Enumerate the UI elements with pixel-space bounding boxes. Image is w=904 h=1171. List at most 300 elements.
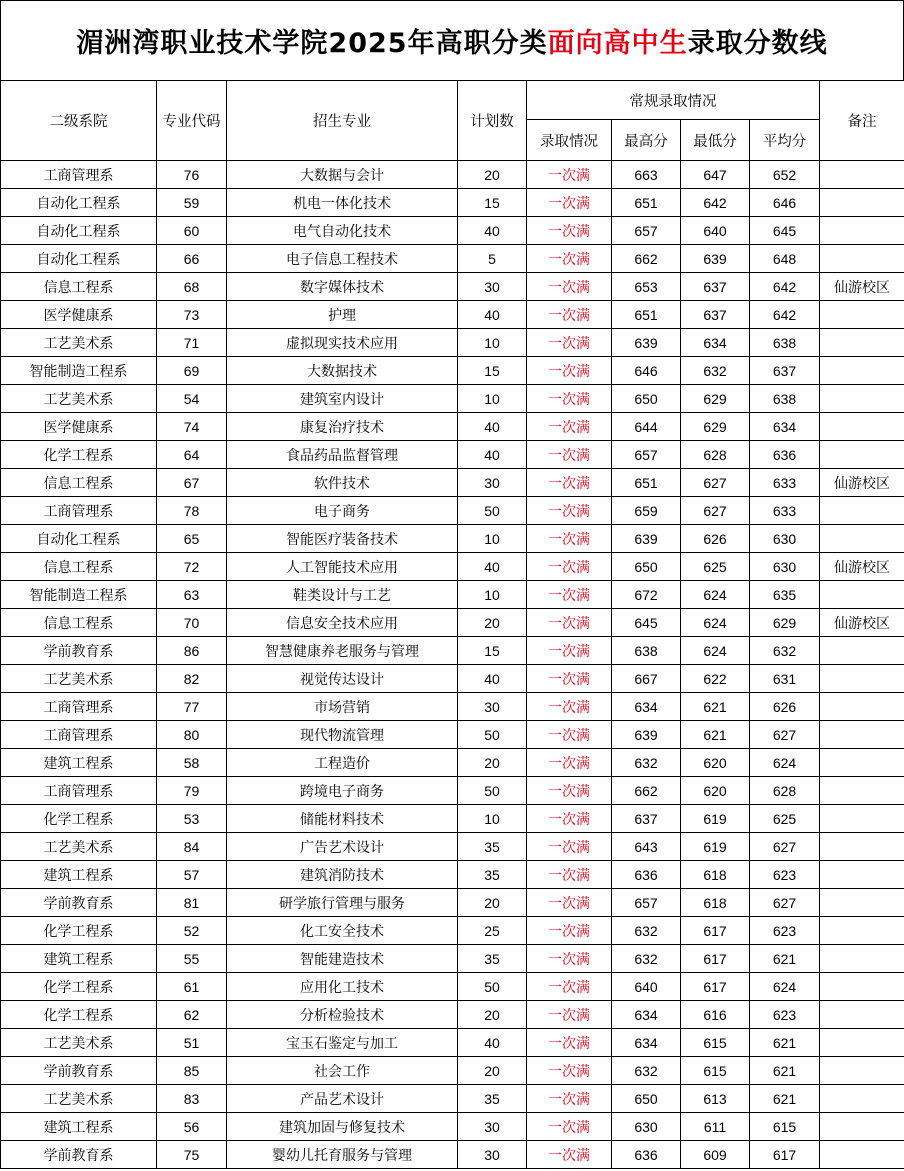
cell-department: 学前教育系 xyxy=(1,1141,157,1169)
cell-major: 视觉传达设计 xyxy=(227,665,458,693)
cell-major: 跨境电子商务 xyxy=(227,777,458,805)
cell-major: 数字媒体技术 xyxy=(227,273,458,301)
cell-note: 仙游校区 xyxy=(820,609,904,637)
cell-min: 624 xyxy=(681,637,750,665)
cell-note: 仙游校区 xyxy=(820,273,904,301)
cell-avg: 625 xyxy=(750,805,820,833)
cell-status: 一次满 xyxy=(527,441,612,469)
cell-code: 59 xyxy=(157,189,227,217)
cell-max: 630 xyxy=(612,1113,681,1141)
cell-max: 650 xyxy=(612,553,681,581)
cell-note xyxy=(820,749,904,777)
cell-max: 632 xyxy=(612,1057,681,1085)
table-row xyxy=(1,441,904,469)
cell-status: 一次满 xyxy=(527,217,612,245)
cell-department: 工艺美术系 xyxy=(1,385,157,413)
cell-plan: 25 xyxy=(458,917,527,945)
cell-min: 629 xyxy=(681,385,750,413)
cell-plan: 35 xyxy=(458,861,527,889)
cell-max: 632 xyxy=(612,945,681,973)
cell-major: 储能材料技术 xyxy=(227,805,458,833)
cell-min: 615 xyxy=(681,1057,750,1085)
cell-code: 65 xyxy=(157,525,227,553)
cell-code: 84 xyxy=(157,833,227,861)
cell-avg: 633 xyxy=(750,497,820,525)
cell-plan: 15 xyxy=(458,189,527,217)
cell-status: 一次满 xyxy=(527,161,612,189)
cell-min: 621 xyxy=(681,693,750,721)
cell-status: 一次满 xyxy=(527,833,612,861)
cell-department: 医学健康系 xyxy=(1,301,157,329)
cell-note xyxy=(820,665,904,693)
cell-max: 640 xyxy=(612,973,681,1001)
cell-max: 636 xyxy=(612,861,681,889)
cell-code: 61 xyxy=(157,973,227,1001)
cell-status: 一次满 xyxy=(527,385,612,413)
cell-avg: 635 xyxy=(750,581,820,609)
cell-department: 信息工程系 xyxy=(1,609,157,637)
cell-major: 建筑消防技术 xyxy=(227,861,458,889)
cell-major: 机电一体化技术 xyxy=(227,189,458,217)
cell-max: 667 xyxy=(612,665,681,693)
cell-status: 一次满 xyxy=(527,581,612,609)
cell-plan: 35 xyxy=(458,833,527,861)
cell-plan: 20 xyxy=(458,889,527,917)
table-row xyxy=(1,497,904,525)
cell-max: 634 xyxy=(612,693,681,721)
cell-note xyxy=(820,833,904,861)
cell-avg: 636 xyxy=(750,441,820,469)
cell-code: 66 xyxy=(157,245,227,273)
cell-major: 智慧健康养老服务与管理 xyxy=(227,637,458,665)
cell-major: 电子商务 xyxy=(227,497,458,525)
cell-code: 73 xyxy=(157,301,227,329)
cell-plan: 10 xyxy=(458,329,527,357)
cell-code: 81 xyxy=(157,889,227,917)
cell-note xyxy=(820,917,904,945)
cell-note xyxy=(820,329,904,357)
cell-department: 工艺美术系 xyxy=(1,1085,157,1113)
cell-department: 建筑工程系 xyxy=(1,861,157,889)
cell-code: 57 xyxy=(157,861,227,889)
cell-code: 51 xyxy=(157,1029,227,1057)
table-row xyxy=(1,889,904,917)
page-title xyxy=(0,0,904,80)
cell-department: 工商管理系 xyxy=(1,497,157,525)
cell-note: 仙游校区 xyxy=(820,469,904,497)
header-major: 招生专业 xyxy=(227,81,458,161)
cell-avg: 645 xyxy=(750,217,820,245)
cell-plan: 35 xyxy=(458,945,527,973)
cell-note: 仙游校区 xyxy=(820,553,904,581)
cell-avg: 621 xyxy=(750,945,820,973)
cell-plan: 30 xyxy=(458,469,527,497)
cell-min: 627 xyxy=(681,497,750,525)
cell-status: 一次满 xyxy=(527,861,612,889)
cell-avg: 629 xyxy=(750,609,820,637)
cell-code: 67 xyxy=(157,469,227,497)
title-suffix: 录取分数线 xyxy=(687,28,828,59)
cell-plan: 15 xyxy=(458,357,527,385)
cell-min: 619 xyxy=(681,805,750,833)
cell-avg: 621 xyxy=(750,1057,820,1085)
cell-code: 62 xyxy=(157,1001,227,1029)
cell-avg: 642 xyxy=(750,273,820,301)
cell-avg: 646 xyxy=(750,189,820,217)
title-prefix: 湄洲湾职业技术学院2025年高职分类 xyxy=(76,28,548,59)
cell-max: 643 xyxy=(612,833,681,861)
cell-code: 63 xyxy=(157,581,227,609)
cell-plan: 50 xyxy=(458,497,527,525)
cell-department: 建筑工程系 xyxy=(1,945,157,973)
table-row xyxy=(1,217,904,245)
cell-department: 学前教育系 xyxy=(1,889,157,917)
table-row xyxy=(1,581,904,609)
title-highlight: 面向高中生 xyxy=(547,28,688,59)
cell-code: 76 xyxy=(157,161,227,189)
cell-status: 一次满 xyxy=(527,945,612,973)
cell-department: 自动化工程系 xyxy=(1,245,157,273)
cell-max: 634 xyxy=(612,1001,681,1029)
cell-note xyxy=(820,693,904,721)
cell-note xyxy=(820,861,904,889)
cell-note xyxy=(820,1001,904,1029)
cell-min: 620 xyxy=(681,749,750,777)
cell-note xyxy=(820,441,904,469)
cell-department: 医学健康系 xyxy=(1,413,157,441)
cell-plan: 40 xyxy=(458,301,527,329)
cell-min: 647 xyxy=(681,161,750,189)
cell-status: 一次满 xyxy=(527,777,612,805)
cell-department: 学前教育系 xyxy=(1,637,157,665)
cell-plan: 30 xyxy=(458,1113,527,1141)
cell-department: 智能制造工程系 xyxy=(1,357,157,385)
table-row xyxy=(1,805,904,833)
cell-plan: 50 xyxy=(458,721,527,749)
table-row xyxy=(1,861,904,889)
cell-department: 工艺美术系 xyxy=(1,1029,157,1057)
cell-code: 70 xyxy=(157,609,227,637)
cell-max: 657 xyxy=(612,889,681,917)
cell-note xyxy=(820,217,904,245)
cell-avg: 652 xyxy=(750,161,820,189)
cell-major: 现代物流管理 xyxy=(227,721,458,749)
cell-department: 建筑工程系 xyxy=(1,1113,157,1141)
cell-plan: 20 xyxy=(458,749,527,777)
cell-plan: 40 xyxy=(458,217,527,245)
cell-min: 629 xyxy=(681,413,750,441)
cell-note xyxy=(820,1057,904,1085)
cell-max: 659 xyxy=(612,497,681,525)
cell-min: 627 xyxy=(681,469,750,497)
cell-min: 640 xyxy=(681,217,750,245)
cell-note xyxy=(820,1029,904,1057)
cell-code: 78 xyxy=(157,497,227,525)
cell-min: 613 xyxy=(681,1085,750,1113)
cell-major: 大数据技术 xyxy=(227,357,458,385)
cell-department: 自动化工程系 xyxy=(1,525,157,553)
cell-avg: 623 xyxy=(750,1001,820,1029)
cell-max: 651 xyxy=(612,469,681,497)
table-row xyxy=(1,721,904,749)
cell-plan: 35 xyxy=(458,1085,527,1113)
cell-major: 电气自动化技术 xyxy=(227,217,458,245)
cell-avg: 630 xyxy=(750,553,820,581)
cell-code: 55 xyxy=(157,945,227,973)
table-row xyxy=(1,413,904,441)
cell-note xyxy=(820,721,904,749)
cell-plan: 10 xyxy=(458,385,527,413)
cell-department: 工艺美术系 xyxy=(1,329,157,357)
cell-department: 工艺美术系 xyxy=(1,665,157,693)
cell-avg: 623 xyxy=(750,861,820,889)
cell-avg: 624 xyxy=(750,973,820,1001)
cell-code: 74 xyxy=(157,413,227,441)
cell-max: 657 xyxy=(612,217,681,245)
cell-avg: 627 xyxy=(750,721,820,749)
cell-min: 624 xyxy=(681,581,750,609)
header-group: 常规录取情况 xyxy=(527,81,820,120)
cell-note xyxy=(820,189,904,217)
cell-note xyxy=(820,301,904,329)
cell-plan: 40 xyxy=(458,553,527,581)
cell-avg: 621 xyxy=(750,1029,820,1057)
table-row xyxy=(1,693,904,721)
cell-max: 657 xyxy=(612,441,681,469)
cell-note xyxy=(820,889,904,917)
cell-major: 化工安全技术 xyxy=(227,917,458,945)
cell-min: 642 xyxy=(681,189,750,217)
table-row xyxy=(1,945,904,973)
cell-status: 一次满 xyxy=(527,1141,612,1169)
cell-department: 工商管理系 xyxy=(1,777,157,805)
table-row xyxy=(1,973,904,1001)
cell-status: 一次满 xyxy=(527,413,612,441)
cell-max: 638 xyxy=(612,637,681,665)
table-row xyxy=(1,385,904,413)
table-row xyxy=(1,833,904,861)
cell-avg: 637 xyxy=(750,357,820,385)
cell-note xyxy=(820,945,904,973)
table-row xyxy=(1,1029,904,1057)
cell-status: 一次满 xyxy=(527,917,612,945)
cell-min: 616 xyxy=(681,1001,750,1029)
cell-note xyxy=(820,1141,904,1169)
cell-major: 虚拟现实技术应用 xyxy=(227,329,458,357)
table-row xyxy=(1,189,904,217)
cell-status: 一次满 xyxy=(527,1057,612,1085)
cell-note xyxy=(820,413,904,441)
cell-status: 一次满 xyxy=(527,805,612,833)
header-department: 二级系院 xyxy=(1,81,157,161)
cell-avg: 627 xyxy=(750,833,820,861)
cell-major: 广告艺术设计 xyxy=(227,833,458,861)
cell-code: 85 xyxy=(157,1057,227,1085)
cell-plan: 40 xyxy=(458,665,527,693)
cell-max: 634 xyxy=(612,1029,681,1057)
cell-code: 72 xyxy=(157,553,227,581)
cell-note xyxy=(820,1085,904,1113)
table-row xyxy=(1,609,904,637)
cell-min: 624 xyxy=(681,609,750,637)
cell-major: 婴幼儿托育服务与管理 xyxy=(227,1141,458,1169)
cell-department: 自动化工程系 xyxy=(1,217,157,245)
cell-min: 617 xyxy=(681,973,750,1001)
cell-avg: 638 xyxy=(750,385,820,413)
cell-max: 650 xyxy=(612,385,681,413)
cell-avg: 628 xyxy=(750,777,820,805)
table-row xyxy=(1,637,904,665)
cell-department: 工艺美术系 xyxy=(1,833,157,861)
cell-avg: 626 xyxy=(750,693,820,721)
cell-note xyxy=(820,637,904,665)
cell-max: 645 xyxy=(612,609,681,637)
cell-department: 学前教育系 xyxy=(1,1057,157,1085)
cell-plan: 40 xyxy=(458,413,527,441)
cell-plan: 10 xyxy=(458,525,527,553)
cell-plan: 5 xyxy=(458,245,527,273)
cell-min: 619 xyxy=(681,833,750,861)
cell-note xyxy=(820,357,904,385)
cell-plan: 40 xyxy=(458,1029,527,1057)
cell-code: 56 xyxy=(157,1113,227,1141)
cell-avg: 623 xyxy=(750,917,820,945)
cell-min: 620 xyxy=(681,777,750,805)
cell-status: 一次满 xyxy=(527,497,612,525)
cell-department: 自动化工程系 xyxy=(1,189,157,217)
table-row xyxy=(1,749,904,777)
cell-department: 化学工程系 xyxy=(1,1001,157,1029)
cell-plan: 30 xyxy=(458,273,527,301)
table-row xyxy=(1,1057,904,1085)
header-max: 最高分 xyxy=(612,120,681,161)
cell-min: 626 xyxy=(681,525,750,553)
table-row xyxy=(1,301,904,329)
cell-status: 一次满 xyxy=(527,1029,612,1057)
cell-major: 产品艺术设计 xyxy=(227,1085,458,1113)
table-row xyxy=(1,329,904,357)
table-row xyxy=(1,273,904,301)
cell-status: 一次满 xyxy=(527,553,612,581)
cell-avg: 632 xyxy=(750,637,820,665)
cell-status: 一次满 xyxy=(527,329,612,357)
cell-major: 护理 xyxy=(227,301,458,329)
cell-plan: 40 xyxy=(458,441,527,469)
cell-min: 618 xyxy=(681,889,750,917)
cell-max: 651 xyxy=(612,189,681,217)
cell-plan: 20 xyxy=(458,161,527,189)
cell-status: 一次满 xyxy=(527,525,612,553)
cell-major: 工程造价 xyxy=(227,749,458,777)
cell-major: 人工智能技术应用 xyxy=(227,553,458,581)
cell-status: 一次满 xyxy=(527,1113,612,1141)
table-row xyxy=(1,777,904,805)
table-row xyxy=(1,161,904,189)
table-row xyxy=(1,1085,904,1113)
cell-status: 一次满 xyxy=(527,469,612,497)
cell-note xyxy=(820,973,904,1001)
table-row xyxy=(1,1001,904,1029)
cell-code: 83 xyxy=(157,1085,227,1113)
cell-plan: 10 xyxy=(458,805,527,833)
cell-note xyxy=(820,385,904,413)
cell-max: 632 xyxy=(612,749,681,777)
cell-major: 市场营销 xyxy=(227,693,458,721)
cell-code: 77 xyxy=(157,693,227,721)
table-row xyxy=(1,917,904,945)
cell-min: 615 xyxy=(681,1029,750,1057)
cell-avg: 621 xyxy=(750,1085,820,1113)
cell-min: 632 xyxy=(681,357,750,385)
cell-min: 625 xyxy=(681,553,750,581)
cell-code: 69 xyxy=(157,357,227,385)
cell-code: 75 xyxy=(157,1141,227,1169)
cell-code: 64 xyxy=(157,441,227,469)
cell-major: 软件技术 xyxy=(227,469,458,497)
table-row xyxy=(1,553,904,581)
cell-department: 工商管理系 xyxy=(1,161,157,189)
cell-status: 一次满 xyxy=(527,889,612,917)
cell-avg: 631 xyxy=(750,665,820,693)
cell-min: 609 xyxy=(681,1141,750,1169)
cell-major: 分析检验技术 xyxy=(227,1001,458,1029)
table-row xyxy=(1,245,904,273)
cell-note xyxy=(820,497,904,525)
cell-status: 一次满 xyxy=(527,1001,612,1029)
cell-major: 建筑加固与修复技术 xyxy=(227,1113,458,1141)
table-row xyxy=(1,525,904,553)
cell-plan: 20 xyxy=(458,609,527,637)
cell-code: 60 xyxy=(157,217,227,245)
cell-min: 637 xyxy=(681,301,750,329)
cell-department: 化学工程系 xyxy=(1,917,157,945)
header-status: 录取情况 xyxy=(527,120,612,161)
cell-avg: 624 xyxy=(750,749,820,777)
cell-status: 一次满 xyxy=(527,245,612,273)
cell-max: 646 xyxy=(612,357,681,385)
cell-note xyxy=(820,777,904,805)
cell-note xyxy=(820,161,904,189)
table-row xyxy=(1,665,904,693)
cell-max: 653 xyxy=(612,273,681,301)
cell-plan: 30 xyxy=(458,1141,527,1169)
cell-code: 58 xyxy=(157,749,227,777)
cell-note xyxy=(820,581,904,609)
cell-code: 54 xyxy=(157,385,227,413)
cell-major: 康复治疗技术 xyxy=(227,413,458,441)
cell-department: 化学工程系 xyxy=(1,805,157,833)
cell-status: 一次满 xyxy=(527,1085,612,1113)
cell-major: 建筑室内设计 xyxy=(227,385,458,413)
cell-max: 637 xyxy=(612,805,681,833)
cell-department: 建筑工程系 xyxy=(1,749,157,777)
header-code: 专业代码 xyxy=(157,81,227,161)
cell-max: 651 xyxy=(612,301,681,329)
cell-code: 80 xyxy=(157,721,227,749)
cell-code: 79 xyxy=(157,777,227,805)
cell-min: 618 xyxy=(681,861,750,889)
cell-department: 化学工程系 xyxy=(1,973,157,1001)
cell-min: 617 xyxy=(681,917,750,945)
table-row xyxy=(1,1141,904,1169)
cell-major: 电子信息工程技术 xyxy=(227,245,458,273)
cell-code: 68 xyxy=(157,273,227,301)
cell-status: 一次满 xyxy=(527,609,612,637)
cell-status: 一次满 xyxy=(527,973,612,1001)
cell-status: 一次满 xyxy=(527,637,612,665)
cell-max: 644 xyxy=(612,413,681,441)
cell-code: 71 xyxy=(157,329,227,357)
